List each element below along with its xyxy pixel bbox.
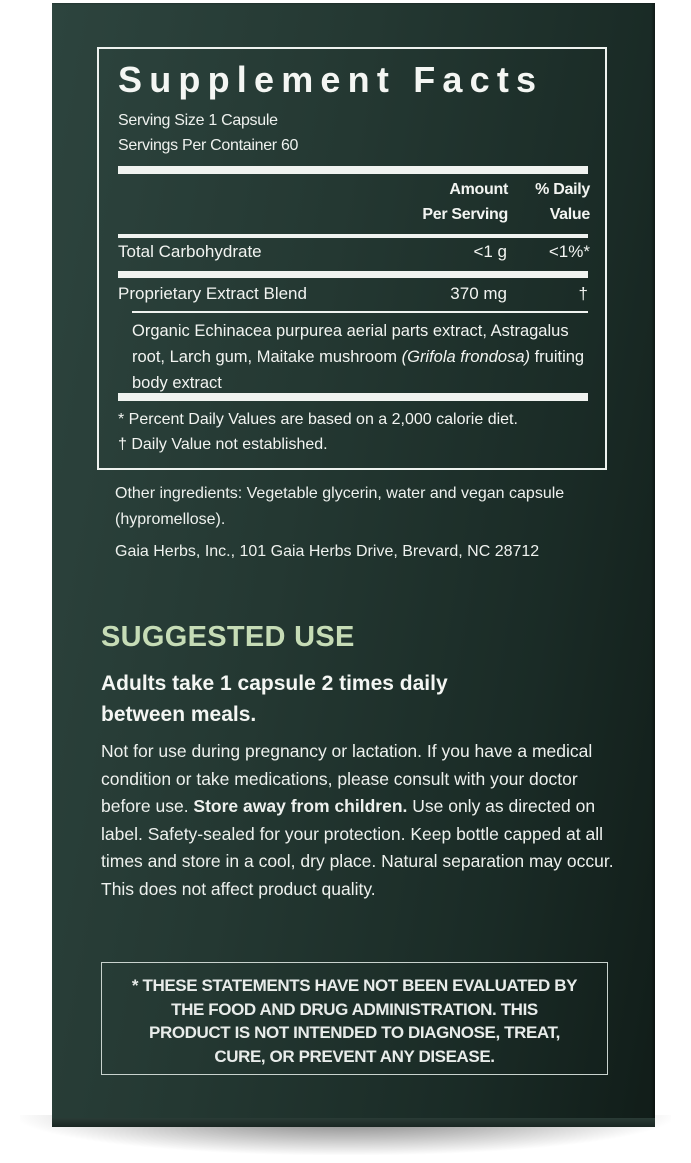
usage-warning: Not for use during pregnancy or lactation. If you have a medical condition or take medications, please consult with your doctor before use. Store away from children. Use only as directed on label. Safety-sealed for your protection. Keep bottle capped at all times and store in a cool, dry place. Natural separation may occur. This does not affect product quality. xyxy=(101,741,614,899)
thin-divider xyxy=(132,311,588,313)
other-ingredients: Other ingredients: Vegetable glycerin, water and vegan capsule (hypromellose). xyxy=(115,485,565,528)
nutrient-label: Proprietary Extract Blend xyxy=(118,284,307,303)
thick-divider xyxy=(118,271,588,278)
daily-value-column-header: % Daily Value xyxy=(535,181,590,223)
servings-per-container: Servings Per Container 60 xyxy=(118,137,299,154)
blend-ingredients: Organic Echinacea purpurea aerial parts extract, Astragalus root, Larch gum, Maitake mushroom (Grifola frondosa) fruiting body extract xyxy=(132,322,585,392)
thick-divider xyxy=(118,393,588,401)
panel-bottom-edge xyxy=(52,1118,655,1127)
suggested-use-direction: Adults take 1 capsule 2 times daily between meals. xyxy=(101,672,448,726)
manufacturer-address: Gaia Herbs, Inc., 101 Gaia Herbs Drive, Brevard, NC 28712 xyxy=(115,543,540,560)
amount-column-header: Amount Per Serving xyxy=(422,181,508,223)
store-away-warning: Store away from children. xyxy=(193,796,408,816)
thick-divider xyxy=(118,166,588,174)
nutrient-daily-value: † xyxy=(578,284,588,303)
serving-size: Serving Size 1 Capsule xyxy=(118,112,278,129)
header-divider xyxy=(118,234,588,238)
supplement-facts-box xyxy=(97,47,607,470)
nutrient-amount: 370 mg xyxy=(450,284,507,303)
footnote-daily-values: * Percent Daily Values are based on a 2,000 calorie diet. xyxy=(118,411,518,428)
suggested-use-title: SUGGESTED USE xyxy=(101,621,355,653)
nutrient-daily-value: <1%* xyxy=(548,242,590,261)
fda-disclaimer-box xyxy=(101,962,608,1075)
nutrient-label: Total Carbohydrate xyxy=(118,242,262,261)
fda-disclaimer-text: * THESE STATEMENTS HAVE NOT BEEN EVALUATED BY THE FOOD AND DRUG ADMINISTRATION. THIS PRODUCT IS NOT INTENDED TO DIAGNOSE, TREAT, CURE, OR PREVENT ANY DISEASE. xyxy=(131,976,578,1066)
facts-title: Supplement Facts xyxy=(118,59,544,100)
footnote-dagger: † Daily Value not established. xyxy=(118,436,328,453)
nutrient-amount: <1 g xyxy=(473,242,507,261)
